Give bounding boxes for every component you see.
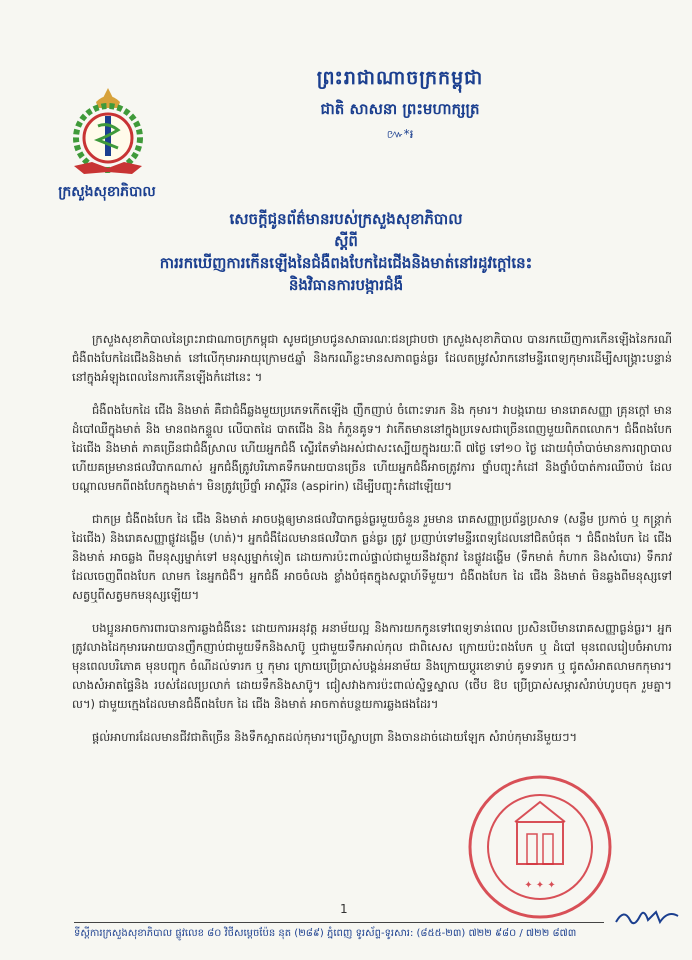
footer-divider: [74, 922, 604, 923]
ornament: ៚*៛: [386, 127, 414, 141]
kingdom-title: ព្រះរាជាណាចក្រកម្ពុជា: [316, 67, 484, 89]
paragraph-3: ជាកម្រ ជំងឺពងបែក ដៃ ជើង និងមាត់ អាចបង្កឲ្យមានផលវិបាកធ្ងន់ធ្ងរមួយចំនួន រួមមាន រោគសញ្ញាប្រព័ន្ធប្រសាទ (សន្លឹម ប្រកាច់ ឬ កន្ត្រាក់ដៃជើង) និងរោគសញ្ញាផ្លូវដង្ហើម (ហត់)។ អ្នកជំងឺដែលមានផលវិបាក ធ្ងន់ធ្ងរ ត្រូវ ប្រញាប់ទៅមន្ទីរពេទ្យដែលនៅជិតបំផុត ។ ជំងឺពងបែក ដៃ ជើង និងមាត់ អាចឆ្លង ពីមនុស្សម្នាក់ទៅ មនុស្សម្នាក់ទៀត ដោយការប៉ះពាល់ផ្ទាល់ជាមួយនឹងវត្ថុរាវ នៃផ្លូវដង្ហើម (ទឹកមាត់ កំហាក និងសំបោរ) ទឹករាវ ដែលចេញពីពងបែក លាមក នៃអ្នកជំងឺ។ អ្នកជំងឺ អាចចំលង ខ្លាំងបំផុតក្នុងសប្តាហ៍ទីមួយ។ ជំងឺពងបែក ដៃ ជើង និងមាត់ មិនឆ្លងពីមនុស្សទៅសត្វឬពីសត្វមកមនុស្សឡើយ។: [72, 512, 672, 602]
footer-address: ទីស្តីការក្រសួងសុខាភិបាល ផ្លូវលេខ ៨០ វិថីសម្តេចប៉ែន នុត (២៨៩) ភ្នំពេញ ទូរស័ព្ទ-ទូរសារ: (៨៥៥-២៣) ៧២២ ៩៨០ / ៧២២ ៨៧៣: [74, 928, 577, 939]
svg-text:✦ ✦ ✦: ✦ ✦ ✦: [524, 880, 556, 891]
ministry-name: ក្រសួងសុខាភិបាល: [58, 184, 156, 200]
kingdom-header: [260, 66, 540, 144]
title-line-1: សេចក្តីជូនព័ត៌មានរបស់ក្រសួងសុខាភិបាល: [229, 210, 463, 228]
national-motto: ជាតិ សាសនា ព្រះមហាក្សត្រ: [320, 100, 480, 118]
title-line-4: និងវិធានការបង្ការជំងឺ: [288, 276, 404, 294]
official-stamp: [465, 772, 615, 922]
document-title: [30, 208, 662, 296]
paragraph-4: បងប្អូនអាចការពារបានការឆ្លងជំងឺនេះ ដោយការអនុវត្ត អនាម័យល្អ និងការយកកូនទៅពេទ្យទាន់ពេល ប្រសិនបើមានរោគសញ្ញាធ្ងន់ធ្ងរ។ អ្នកត្រូវលាងដៃកុមារអោយបានញឹកញាប់ជាមួយទឹកនិងសាប៊ូ ឬជាមួយទឹកអាល់កុល ជាពិសេស ក្រោយប៉ះពងបែក ឬ ដំបៅ មុនពេលរៀបចំអាហារ មុនពេលបរិភោគ មុនបញ្ចុក ចំណីដល់ទារក ឬ កុមារ ក្រោយប្រើប្រាស់បង្គន់អនាម័យ និងក្រោយប្តូរខោទាប់ គូទទារក ឬ ជូតសំអាតលាមកកុមារ។ លាងសំអាតផ្ទៃនិង របស់ដែលប្រលាក់ ដោយទឹកនិងសាប៊ូ។ ជៀសវាងការប៉ះពាល់ស្និទ្ធស្នាល (ថើប ឱប ប្រើប្រាស់សម្ភារសំរាប់ហូបចុក រួមគ្នា។ល។) ជាមួយក្មេងដែលមានជំងឺពងបែក ដៃ ជើង និងមាត់ អាចកាត់បន្ថយការឆ្លងផងដែរ។: [72, 621, 672, 711]
title-line-3: ការរកឃើញការកើនឡើងនៃជំងឺពងបែកដៃជើងនិងមាត់នៅរដូវក្តៅនេះ: [159, 254, 533, 272]
ministry-logo: [62, 82, 154, 180]
paragraph-2: ជំងឺពងបែកដៃ ជើង និងមាត់ គឺជាជំងឺឆ្លងមួយប្រភេទកើតឡើង ញឹកញាប់ ចំពោះទារក និង កុមារ។ វាបង្ករោយ មានរោគសញ្ញា គ្រុនក្តៅ មានដំបៅឈឺក្នុងមាត់ និង មានពងកន្ទួល លើបាតដៃ បាតជើង និង កំភួនគូទ។ វាកើតមាននៅក្នុងប្រទេសជាច្រើនពេញមួយពិភពលោក។ ជំងឺពងបែក ដៃជើង និងមាត់ ភាគច្រើនជាជំងឺស្រាល ហើយអ្នកជំងឺ ស្ទើរតែទាំងអស់ជាសះស្បើយក្នុងរយៈពី ៧ថ្ងៃ ទៅ១០ ថ្ងៃ ដោយពុំចាំបាច់មានការព្យាបាល ហើយគម្រមានផលវិបាកណាស់ អ្នកជំងឺត្រូវបរិភោគទឹកអោយបានច្រើន ហើយអ្នកជំងឺអាចត្រូវការ ថ្នាំបញ្ចុះកំដៅ និងថ្នាំបំបាត់ការឈឺចាប់ ដែលបណ្តាលមកពីពងបែកក្នុងមាត់។ មិនត្រូវប្រើថ្នាំ អាស្ពីរីន (aspirin) ដើម្បីបញ្ចុះកំដៅឡើយ។: [72, 403, 672, 493]
document-body: [72, 330, 672, 761]
paragraph-1: ក្រសួងសុខាភិបាលនៃព្រះរាជាណាចក្រកម្ពុជា សូមជម្រាបជូនសាធារណៈជនជ្រាបថា ក្រសួងសុខាភិបាល បានរកឃើញការកើនឡើងនៃករណីជំងឺពងបែកដៃជើងនិងមាត់ នៅលើកុមារអាយុក្រោម៥ឆ្នាំ និងករណីខ្លះមានសភាពធ្ងន់ធ្ងរ ដែលតម្រូវសំរាកនៅមន្ទីរពេទ្យកុមារដើម្បីសង្គ្រោះបន្ទាន់ នៅក្នុងអំឡុងពេលនៃការកើនឡើងកំដៅនេះ ។: [72, 332, 672, 384]
paragraph-5: ផ្តល់អាហារដែលមានជីវជាតិច្រើន និងទឹកស្អាតដល់កុមារ។ប្រើស្លាបព្រា និងចានដាច់ដោយឡែក សំរាប់កុមារនីមួយៗ។: [92, 730, 578, 744]
signature: [612, 902, 682, 932]
page-number: 1: [340, 902, 348, 916]
title-line-2: ស្តីពី: [334, 232, 358, 250]
